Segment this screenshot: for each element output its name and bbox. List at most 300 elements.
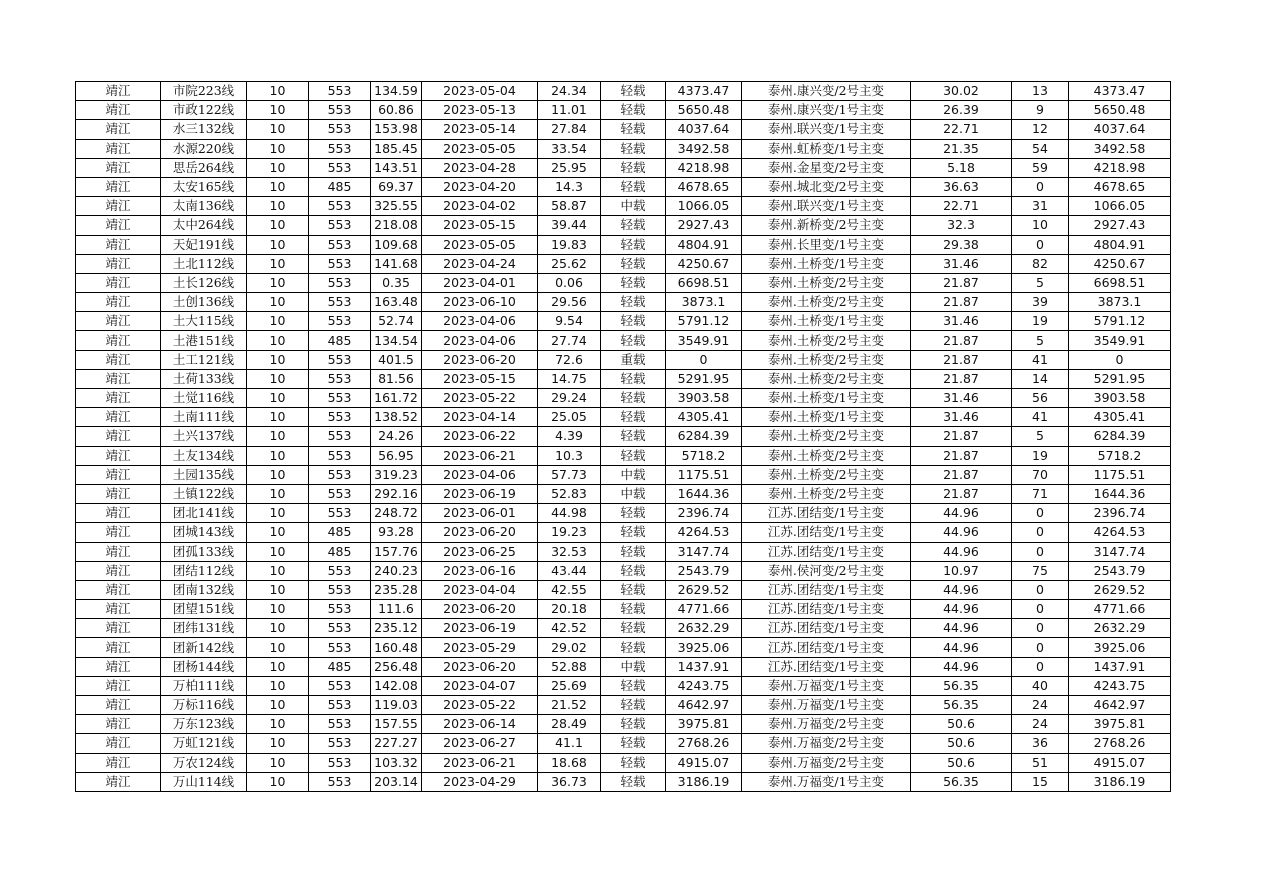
table-cell: 72.6 [538,350,601,369]
table-cell: 靖江 [76,120,161,139]
table-cell: 50.6 [911,753,1012,772]
table-cell: 52.74 [371,312,422,331]
table-cell: 团纬131线 [161,619,247,638]
table-cell: 轻载 [601,638,666,657]
table-cell: 44.98 [538,504,601,523]
table-cell: 22.71 [911,120,1012,139]
table-cell: 万东123线 [161,715,247,734]
table-cell: 553 [309,408,371,427]
table-cell: 22.71 [911,197,1012,216]
table-row [76,177,1171,196]
table-cell: 10 [247,216,309,235]
table-cell: 1437.91 [666,657,742,676]
table-cell: 31.46 [911,408,1012,427]
table-cell: 2023-05-04 [422,82,538,101]
table-cell: 2768.26 [666,734,742,753]
table-cell: 轻载 [601,734,666,753]
table-cell: 5 [1012,427,1069,446]
table-row [76,696,1171,715]
table-cell: 103.32 [371,753,422,772]
table-cell: 5650.48 [666,101,742,120]
table-cell: 10 [247,580,309,599]
table-cell: 10 [247,408,309,427]
table-cell: 5718.2 [1069,446,1171,465]
table-cell: 2023-06-22 [422,427,538,446]
table-cell: 泰州.侯河变/2号主变 [742,561,911,580]
table-cell: 江苏.团结变/1号主变 [742,657,911,676]
table-cell: 轻载 [601,408,666,427]
table-cell: 团新142线 [161,638,247,657]
table-cell: 25.95 [538,158,601,177]
table-cell: 56.35 [911,696,1012,715]
table-cell: 9.54 [538,312,601,331]
table-cell: 42.55 [538,580,601,599]
table-cell: 160.48 [371,638,422,657]
table-cell: 靖江 [76,177,161,196]
table-cell: 2023-04-14 [422,408,538,427]
table-cell: 江苏.团结变/1号主变 [742,600,911,619]
table-cell: 138.52 [371,408,422,427]
table-cell: 2023-06-16 [422,561,538,580]
table-cell: 泰州.康兴变/1号主变 [742,101,911,120]
table-cell: 10 [247,542,309,561]
table-cell: 0 [1012,638,1069,657]
table-cell: 市院223线 [161,82,247,101]
table-cell: 泰州.土桥变/2号主变 [742,369,911,388]
table-cell: 土镇122线 [161,484,247,503]
table-cell: 5718.2 [666,446,742,465]
table-cell: 10 [247,101,309,120]
table-cell: 泰州.新桥变/2号主变 [742,216,911,235]
table-cell: 21.87 [911,273,1012,292]
table-cell: 93.28 [371,523,422,542]
table-row [76,676,1171,695]
table-cell: 553 [309,676,371,695]
table-cell: 54 [1012,139,1069,158]
table-cell: 4804.91 [666,235,742,254]
table-cell: 轻载 [601,331,666,350]
table-cell: 485 [309,523,371,542]
table-cell: 中载 [601,484,666,503]
table-cell: 10 [247,197,309,216]
table-cell: 江苏.团结变/1号主变 [742,542,911,561]
table-cell: 157.76 [371,542,422,561]
table-cell: 2023-06-21 [422,446,538,465]
table-row [76,120,1171,139]
table-cell: 21.87 [911,369,1012,388]
table-cell: 轻载 [601,772,666,791]
table-cell: 土工121线 [161,350,247,369]
table-row [76,273,1171,292]
table-row [76,139,1171,158]
table-cell: 靖江 [76,369,161,388]
table-cell: 4243.75 [666,676,742,695]
table-cell: 2023-05-22 [422,389,538,408]
table-cell: 142.08 [371,676,422,695]
table-cell: 10 [247,389,309,408]
table-cell: 1066.05 [666,197,742,216]
table-cell: 泰州.康兴变/2号主变 [742,82,911,101]
table-cell: 2632.29 [1069,619,1171,638]
table-cell: 2632.29 [666,619,742,638]
table-cell: 10 [247,82,309,101]
table-cell: 泰州.万福变/2号主变 [742,753,911,772]
table-cell: 75 [1012,561,1069,580]
table-cell: 土北112线 [161,254,247,273]
table-cell: 19 [1012,446,1069,465]
table-row [76,772,1171,791]
table-row [76,484,1171,503]
table-cell: 553 [309,350,371,369]
table-cell: 56.35 [911,772,1012,791]
table-row [76,580,1171,599]
table-row [76,312,1171,331]
table-cell: 万标116线 [161,696,247,715]
table-cell: 11.01 [538,101,601,120]
table-cell: 292.16 [371,484,422,503]
table-cell: 0.35 [371,273,422,292]
table-cell: 10 [247,177,309,196]
table-cell: 10 [247,427,309,446]
table-cell: 靖江 [76,389,161,408]
table-cell: 靖江 [76,676,161,695]
table-cell: 2023-04-20 [422,177,538,196]
table-cell: 32.53 [538,542,601,561]
table-cell: 2023-04-02 [422,197,538,216]
table-cell: 2023-05-05 [422,139,538,158]
table-cell: 土荷133线 [161,369,247,388]
table-cell: 5.18 [911,158,1012,177]
table-cell: 10 [247,696,309,715]
table-cell: 2396.74 [666,504,742,523]
table-cell: 轻载 [601,235,666,254]
table-cell: 3147.74 [666,542,742,561]
table-cell: 2023-05-22 [422,696,538,715]
table-cell: 3925.06 [666,638,742,657]
table-cell: 靖江 [76,619,161,638]
table-cell: 553 [309,216,371,235]
table-cell: 25.05 [538,408,601,427]
table-cell: 227.27 [371,734,422,753]
table-cell: 土兴137线 [161,427,247,446]
table-cell: 553 [309,446,371,465]
table-row [76,101,1171,120]
table-cell: 3873.1 [666,293,742,312]
table-cell: 12 [1012,120,1069,139]
table-cell: 1644.36 [666,484,742,503]
table-cell: 2023-05-15 [422,369,538,388]
table-cell: 553 [309,715,371,734]
table-cell: 4305.41 [666,408,742,427]
table-cell: 思岳264线 [161,158,247,177]
table-cell: 轻载 [601,600,666,619]
table-cell: 36.63 [911,177,1012,196]
table-cell: 泰州.金星变/2号主变 [742,158,911,177]
table-cell: 靖江 [76,216,161,235]
table-cell: 团结112线 [161,561,247,580]
table-cell: 5650.48 [1069,101,1171,120]
table-cell: 太南136线 [161,197,247,216]
table-cell: 6698.51 [666,273,742,292]
table-cell: 靖江 [76,446,161,465]
table-cell: 553 [309,312,371,331]
table-row [76,619,1171,638]
table-cell: 泰州.土桥变/2号主变 [742,427,911,446]
table-row [76,523,1171,542]
table-cell: 泰州.万福变/1号主变 [742,676,911,695]
table-cell: 5 [1012,331,1069,350]
table-cell: 10 [247,619,309,638]
table-cell: 2023-06-20 [422,350,538,369]
table-cell: 2768.26 [1069,734,1171,753]
table-cell: 0 [1069,350,1171,369]
table-cell: 218.08 [371,216,422,235]
table-cell: 中载 [601,197,666,216]
table-row [76,350,1171,369]
table-cell: 50.6 [911,715,1012,734]
table-cell: 轻载 [601,101,666,120]
table-cell: 2023-04-07 [422,676,538,695]
table-cell: 4218.98 [666,158,742,177]
table-cell: 靖江 [76,427,161,446]
table-cell: 31.46 [911,254,1012,273]
table-cell: 119.03 [371,696,422,715]
table-cell: 10 [247,254,309,273]
table-cell: 2023-05-14 [422,120,538,139]
table-cell: 185.45 [371,139,422,158]
table-cell: 60.86 [371,101,422,120]
table-cell: 靖江 [76,139,161,158]
table-cell: 土长126线 [161,273,247,292]
table-cell: 109.68 [371,235,422,254]
table-cell: 靖江 [76,82,161,101]
table-cell: 5791.12 [1069,312,1171,331]
table-cell: 轻载 [601,427,666,446]
table-cell: 25.62 [538,254,601,273]
table-cell: 3549.91 [666,331,742,350]
table-cell: 10 [247,504,309,523]
table-cell: 泰州.虹桥变/1号主变 [742,139,911,158]
table-cell: 553 [309,120,371,139]
table-cell: 2023-06-01 [422,504,538,523]
table-cell: 1644.36 [1069,484,1171,503]
table-cell: 21.87 [911,484,1012,503]
table-cell: 553 [309,273,371,292]
table-cell: 24.26 [371,427,422,446]
table-cell: 4915.07 [1069,753,1171,772]
table-row [76,600,1171,619]
table-cell: 81.56 [371,369,422,388]
table-cell: 29.02 [538,638,601,657]
table-cell: 10 [247,350,309,369]
table-cell: 553 [309,734,371,753]
table-row [76,369,1171,388]
table-cell: 轻载 [601,273,666,292]
table-cell: 553 [309,484,371,503]
table-cell: 2023-04-06 [422,331,538,350]
table-cell: 256.48 [371,657,422,676]
table-cell: 19 [1012,312,1069,331]
table-cell: 134.54 [371,331,422,350]
table-cell: 靖江 [76,772,161,791]
table-cell: 土创136线 [161,293,247,312]
table-cell: 轻载 [601,542,666,561]
table-cell: 485 [309,657,371,676]
table-cell: 6698.51 [1069,273,1171,292]
table-cell: 3186.19 [666,772,742,791]
table-cell: 10 [247,523,309,542]
table-cell: 2023-04-24 [422,254,538,273]
table-cell: 4804.91 [1069,235,1171,254]
table-cell: 553 [309,254,371,273]
table-cell: 2023-06-20 [422,600,538,619]
table-cell: 2023-06-14 [422,715,538,734]
table-cell: 轻载 [601,715,666,734]
table-row [76,293,1171,312]
table-cell: 靖江 [76,715,161,734]
table-cell: 553 [309,427,371,446]
table-row [76,465,1171,484]
table-cell: 553 [309,504,371,523]
table-cell: 3925.06 [1069,638,1171,657]
table-cell: 2023-06-25 [422,542,538,561]
table-row [76,235,1171,254]
table-cell: 0 [1012,580,1069,599]
table-cell: 10 [247,715,309,734]
table-cell: 31 [1012,197,1069,216]
table-row [76,158,1171,177]
table-cell: 6284.39 [666,427,742,446]
table-cell: 靖江 [76,734,161,753]
table-cell: 2023-05-13 [422,101,538,120]
table-cell: 10 [247,331,309,350]
table-row [76,254,1171,273]
table-cell: 3492.58 [666,139,742,158]
table-cell: 5791.12 [666,312,742,331]
table-cell: 4642.97 [666,696,742,715]
table-cell: 553 [309,369,371,388]
table-cell: 20.18 [538,600,601,619]
table-row [76,408,1171,427]
table-cell: 靖江 [76,293,161,312]
table-row [76,542,1171,561]
table-cell: 2023-04-06 [422,312,538,331]
table-cell: 36.73 [538,772,601,791]
table-cell: 4264.53 [1069,523,1171,542]
table-row [76,331,1171,350]
table-cell: 2023-06-21 [422,753,538,772]
table-cell: 泰州.土桥变/2号主变 [742,350,911,369]
table-cell: 泰州.联兴变/1号主变 [742,197,911,216]
table-cell: 泰州.城北变/2号主变 [742,177,911,196]
table-cell: 14.75 [538,369,601,388]
table-cell: 553 [309,293,371,312]
table-row [76,734,1171,753]
table-cell: 2023-05-29 [422,638,538,657]
table-cell: 泰州.土桥变/2号主变 [742,465,911,484]
table-cell: 靖江 [76,331,161,350]
table-cell: 111.6 [371,600,422,619]
table-cell: 轻载 [601,676,666,695]
table-cell: 56.35 [911,676,1012,695]
table-cell: 3873.1 [1069,293,1171,312]
table-cell: 29.56 [538,293,601,312]
table-cell: 靖江 [76,542,161,561]
table-cell: 1175.51 [1069,465,1171,484]
table-cell: 553 [309,561,371,580]
table-cell: 21.87 [911,465,1012,484]
table-cell: 4250.67 [1069,254,1171,273]
table-cell: 553 [309,158,371,177]
table-cell: 40 [1012,676,1069,695]
table-cell: 4771.66 [666,600,742,619]
table-cell: 靖江 [76,657,161,676]
table-cell: 轻载 [601,753,666,772]
table-cell: 1066.05 [1069,197,1171,216]
table-cell: 泰州.土桥变/1号主变 [742,312,911,331]
table-cell: 71 [1012,484,1069,503]
table-cell: 9 [1012,101,1069,120]
table-row [76,561,1171,580]
table-cell: 21.87 [911,350,1012,369]
table-cell: 市政122线 [161,101,247,120]
table-cell: 42.52 [538,619,601,638]
table-cell: 14 [1012,369,1069,388]
table-cell: 江苏.团结变/1号主变 [742,580,911,599]
table-cell: 2023-04-28 [422,158,538,177]
table-cell: 553 [309,696,371,715]
table-cell: 0 [1012,177,1069,196]
table-cell: 10 [247,293,309,312]
table-row [76,657,1171,676]
table-cell: 3975.81 [1069,715,1171,734]
table-row [76,446,1171,465]
table-cell: 21.87 [911,293,1012,312]
table-cell: 3903.58 [1069,389,1171,408]
table-cell: 10 [247,753,309,772]
table-cell: 13 [1012,82,1069,101]
table-row [76,753,1171,772]
table-cell: 2629.52 [1069,580,1171,599]
table-cell: 56 [1012,389,1069,408]
table-cell: 248.72 [371,504,422,523]
table-cell: 10 [247,600,309,619]
table-cell: 0 [1012,235,1069,254]
table-cell: 1175.51 [666,465,742,484]
table-cell: 轻载 [601,82,666,101]
table-cell: 4264.53 [666,523,742,542]
table-cell: 2023-04-29 [422,772,538,791]
table-cell: 4642.97 [1069,696,1171,715]
table-cell: 3903.58 [666,389,742,408]
table-cell: 土园135线 [161,465,247,484]
table-cell: 靖江 [76,235,161,254]
table-cell: 江苏.团结变/1号主变 [742,619,911,638]
table-cell: 土港151线 [161,331,247,350]
table-cell: 江苏.团结变/1号主变 [742,638,911,657]
table-cell: 5 [1012,273,1069,292]
table-cell: 134.59 [371,82,422,101]
table-cell: 50.6 [911,734,1012,753]
table-cell: 轻载 [601,216,666,235]
table-cell: 团孤133线 [161,542,247,561]
table-cell: 团南132线 [161,580,247,599]
table-cell: 21.35 [911,139,1012,158]
table-cell: 4678.65 [1069,177,1171,196]
table-cell: 15 [1012,772,1069,791]
table-cell: 203.14 [371,772,422,791]
table-cell: 轻载 [601,389,666,408]
